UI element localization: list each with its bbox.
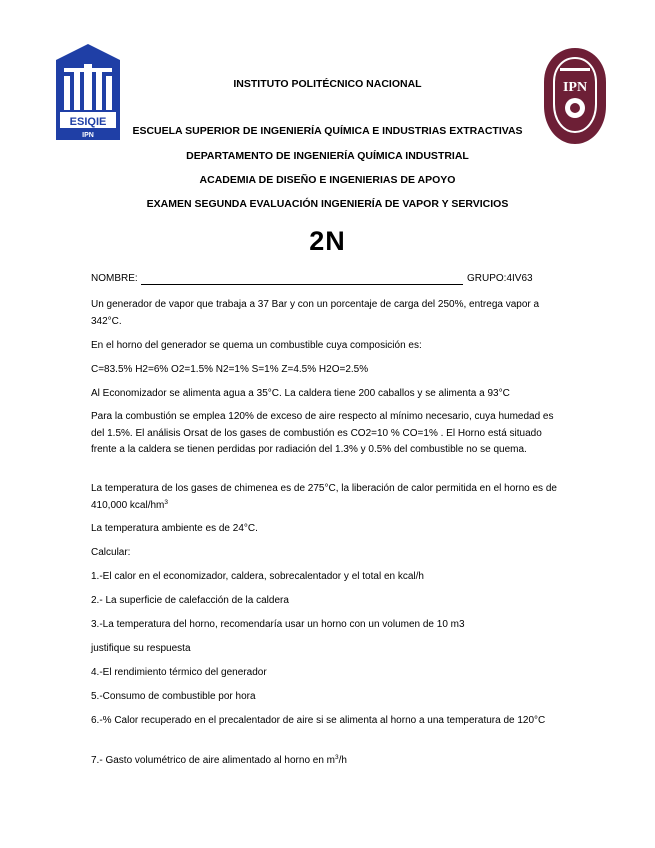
- paragraph-ambient: La temperatura ambiente es de 24°C.: [91, 523, 258, 534]
- question-4: 4.-El rendimiento térmico del generador: [91, 667, 267, 678]
- paragraph-combustion: Para la combustión se emplea 120% de exceso de aire respecto al mínimo necesario, cuya humedad es del 1.5%. El análisis Orsat de los gases de combustión es CO2=10 % CO=1% . El Horno está situado frente a la caldera se tienen perdidas por radiación del 1.3% y 0.5% del combustible no se quema.: [91, 411, 554, 455]
- question-7: [91, 753, 569, 770]
- paragraph-fuel-composition: C=83.5% H2=6% O2=1.5% N2=1% S=1% Z=4.5% H2O=2.5%: [91, 364, 369, 375]
- question-7-superscript: 3: [335, 754, 339, 761]
- grupo-label: GRUPO:4IV63: [467, 273, 533, 284]
- paragraph-flue-gas: [91, 481, 569, 514]
- question-1: 1.-El calor en el economizador, caldera, sobrecalentador y el total en kcal/h: [91, 571, 424, 582]
- paragraph-fuel-intro: En el horno del generador se quema un combustible cuya composición es:: [91, 340, 422, 351]
- flue-gas-superscript: 3: [164, 498, 169, 506]
- name-field[interactable]: [141, 284, 463, 285]
- institute-title: INSTITUTO POLITÉCNICO NACIONAL: [233, 78, 422, 90]
- paragraph-generator: Un generador de vapor que trabaja a 37 Bar y con un porcentaje de carga del 250%, entrega vapor a 342°C.: [91, 299, 540, 327]
- question-6: 6.-% Calor recuperado en el precalentador de aire si se alimenta al horno a una temperatura de 120°C: [91, 715, 546, 726]
- paragraph-economizer: Al Economizador se alimenta agua a 35°C. La caldera tiene 200 caballos y se alimenta a 93°C: [91, 388, 510, 399]
- question-3: 3.-La temperatura del horno, recomendaría usar un horno con un volumen de 10 m3: [91, 619, 465, 630]
- question-7-text: 7.- Gasto volumétrico de aire alimentado al horno en m: [91, 755, 336, 766]
- academy-title: ACADEMIA DE DISEÑO E INGENIERIAS DE APOYO: [199, 174, 456, 186]
- flue-gas-text: La temperatura de los gases de chimenea es de 275°C, la liberación de calor permitida en el horno es de 410,000 kcal/hm: [91, 483, 557, 511]
- exam-title: EXAMEN SEGUNDA EVALUACIÓN INGENIERÍA DE VAPOR Y SERVICIOS: [146, 198, 509, 210]
- name-group-row: [91, 273, 569, 287]
- esiqie-logo-text: ESIQIE: [69, 116, 107, 128]
- exam-code: 2N: [309, 226, 346, 256]
- question-3-continuation: justifique su respuesta: [91, 643, 191, 654]
- ipn-logo-text: IPN: [562, 80, 588, 95]
- esiqie-logo-subtext: IPN: [82, 132, 94, 139]
- department-title: DEPARTAMENTO DE INGENIERÍA QUÍMICA INDUSTRIAL: [186, 150, 469, 162]
- question-2: 2.- La superficie de calefacción de la caldera: [91, 595, 289, 606]
- question-5: 5.-Consumo de combustible por hora: [91, 691, 256, 702]
- nombre-label: NOMBRE:: [91, 273, 138, 284]
- paragraph-calcular: Calcular:: [91, 547, 131, 558]
- question-7-unit-end: /h: [338, 755, 347, 766]
- school-title: ESCUELA SUPERIOR DE INGENIERÍA QUÍMICA E INDUSTRIAS EXTRACTIVAS: [132, 125, 523, 137]
